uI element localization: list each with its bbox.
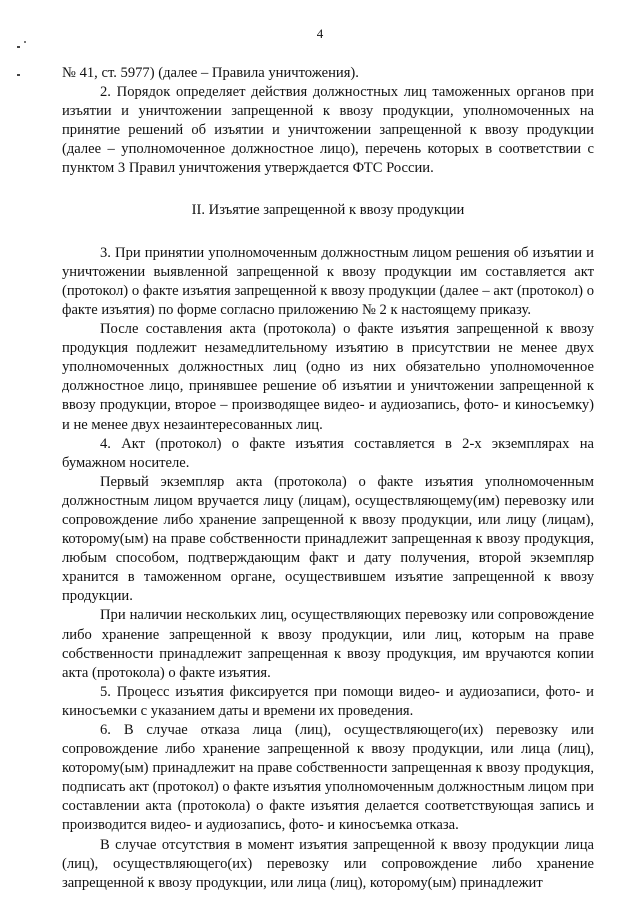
paragraph: При наличии нескольких лиц, осуществляющих перевозку или сопровождение либо хранение запрещенной к ввозу продукции, или лиц, которым на праве собственности принадлежит запрещенная к ввозу продукция, им вручаются копии акта (протокола) о факте изъятия. [62,607,594,681]
paragraph: 3. При принятии уполномоченным должностным лицом решения об изъятии и уничтожении выявленной запрещенной к ввозу продукции им составляется акт (протокол) о факте изъятия запрещенной к ввозу продукции (далее – акт (протокол) о факте изъятия) по форме согласно приложению № 2 к настоящему приказу. [62,244,594,318]
paragraph: 2. Порядок определяет действия должностных лиц таможенных органов при изъятии и уничтожении запрещенной к ввозу продукции, уполномоченных на принятие решений об изъятии и уничтожении запрещенной к ввозу продукции (далее – уполномоченное должностное лицо), перечень которых в соответствии с пунктом 3 Правил уничтожения утверждается ФТС России. [62,84,594,177]
paragraph: После составления акта (протокола) о факте изъятия запрещенной к ввозу продукция подлежит незамедлительному изъятию в присутствии не менее двух уполномоченных должностных лиц (одно из них обязательно уполномоченное должностное лицо, принявшее решение об изъятии и уничтожении запрещенной к ввозу продукции, второе – производящее видео- и аудиозапись, фото- и киносъемку) и не менее двух незаинтересованных лиц. [62,321,594,433]
paragraph: Первый экземпляр акта (протокола) о факте изъятия уполномоченным должностным лицом вручается лицу (лицам), осуществляющему(им) перевозку или сопровождение либо хранение запрещенной к ввозу продукции, или лицу (лицам), которому(ым) на праве собственности принадлежит запрещенная к ввозу продукция, любым способом, подтверждающим факт и дату получения, второй экземпляр хранится в таможенном органе, осуществившем изъятие запрещенной к ввозу продукции. [62,473,594,605]
scan-artifact [17,46,20,48]
section-heading: II. Изъятие запрещенной к ввозу продукции [191,201,465,218]
paragraph: 5. Процесс изъятия фиксируется при помощи видео- и аудиозаписи, фото- и киносъемки с указанием даты и времени их проведения. [62,683,594,719]
paragraph: 4. Акт (протокол) о факте изъятия составляется в 2-х экземплярах на бумажном носителе. [62,435,594,471]
paragraph: В случае отсутствия в момент изъятия запрещенной к ввозу продукции лица (лиц), осуществляющего(их) перевозку или сопровождение либо хранение запрещенной к ввозу продукции, или лица (лиц), которому(ым) принадлежит [62,836,594,891]
document-body [62,64,594,893]
page-number: 4 [316,26,324,41]
scan-artifact [17,74,20,76]
paragraph: 6. В случае отказа лица (лиц), осуществляющего(их) перевозку или сопровождение либо хранение запрещенной к ввозу продукции, или лица (лиц), которому(ым) принадлежит на праве собственности запрещенная к ввозу продукция, подписать акт (протокол) о факте изъятия уполномоченным должностным лицом при составлении акта (протокола) о факте изъятия делается соответствующая запись и производится видео- и аудиозапись, фото- и киносъемка отказа. [62,722,594,834]
paragraph: № 41, ст. 5977) (далее – Правила уничтожения). [62,65,359,81]
